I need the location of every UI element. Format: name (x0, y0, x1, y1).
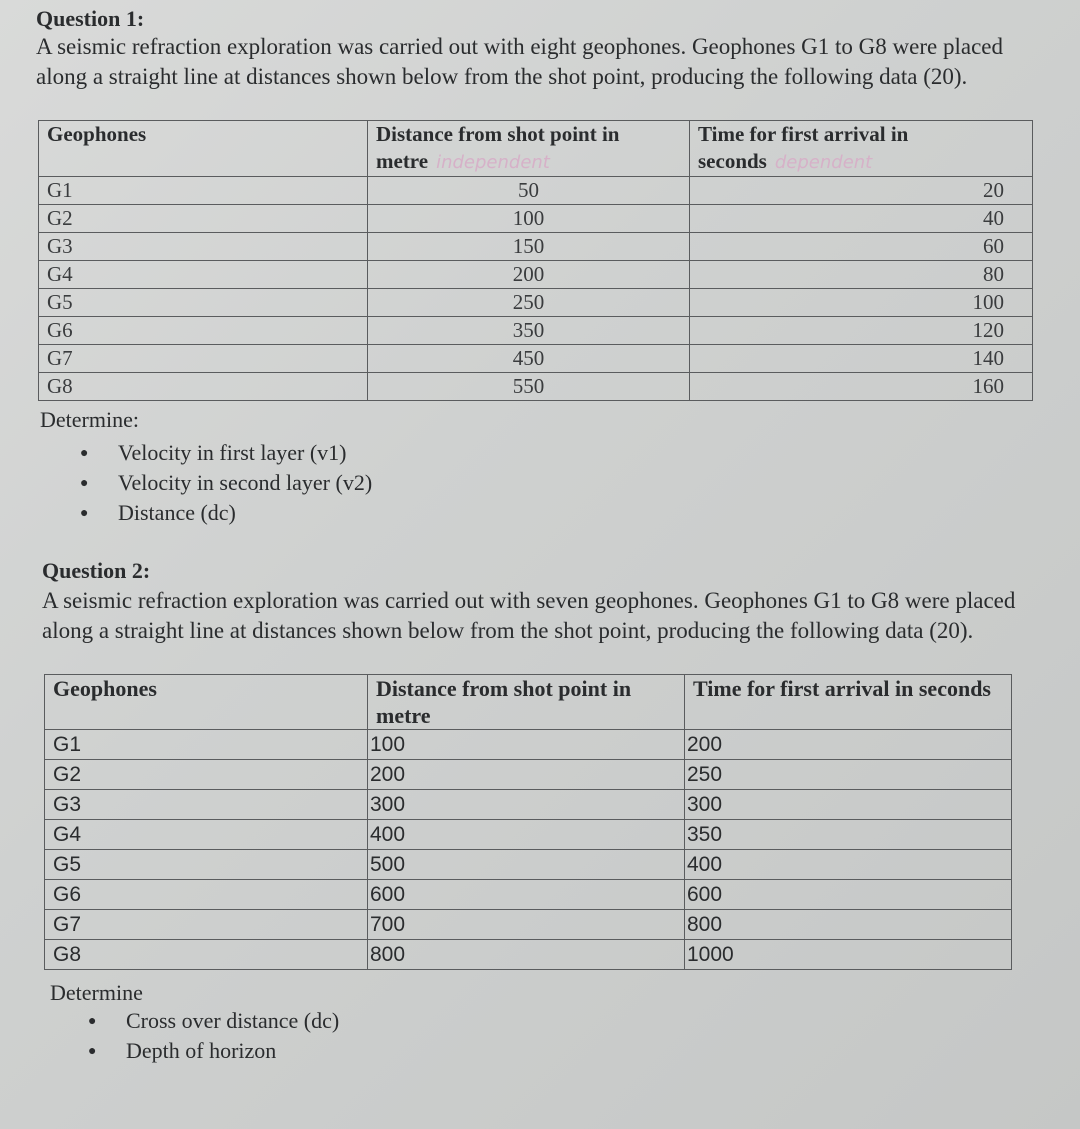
geophone-cell: G6 (39, 317, 368, 345)
distance-cell: 150 (368, 233, 690, 261)
time-cell: 160 (690, 373, 1033, 401)
question-1-determine-label: Determine: (40, 407, 139, 432)
time-cell: 1000 (685, 940, 1012, 970)
geophone-cell: G7 (39, 345, 368, 373)
geophone-cell: G2 (39, 205, 368, 233)
distance-cell: 250 (368, 289, 690, 317)
distance-cell: 350 (368, 317, 690, 345)
header-distance-label: Distance from shot point in metre (376, 122, 620, 173)
geophone-cell: G5 (39, 289, 368, 317)
geophone-cell: G8 (45, 940, 368, 970)
geophone-cell: G4 (39, 261, 368, 289)
list-item: ● Cross over distance (dc) (48, 1006, 339, 1036)
time-cell: 60 (690, 233, 1033, 261)
header-time (690, 121, 1033, 177)
geophone-cell: G8 (39, 373, 368, 401)
table-row (45, 940, 1012, 970)
annotation-independent: independent (436, 152, 550, 173)
distance-cell: 550 (368, 373, 690, 401)
table-row (39, 373, 1033, 401)
time-cell: 800 (685, 910, 1012, 940)
geophone-cell: G5 (45, 850, 368, 880)
question-2-bullet-list (48, 1006, 339, 1066)
distance-cell: 800 (368, 940, 685, 970)
question-1-table (38, 120, 1033, 401)
header-geophones: Geophones (39, 121, 368, 177)
geophone-cell: G4 (45, 820, 368, 850)
geophone-cell: G3 (39, 233, 368, 261)
question-2-determine-label: Determine (50, 980, 143, 1005)
header-distance: Distance from shot point in metre (368, 675, 685, 730)
table-row (45, 730, 1012, 760)
table-row (39, 233, 1033, 261)
table-row (39, 177, 1033, 205)
time-cell: 100 (690, 289, 1033, 317)
table-row (39, 317, 1033, 345)
list-item: ● Velocity in second layer (v2) (40, 468, 372, 498)
geophone-cell: G6 (45, 880, 368, 910)
time-cell: 140 (690, 345, 1033, 373)
time-cell: 80 (690, 261, 1033, 289)
distance-cell: 100 (368, 730, 685, 760)
time-cell: 300 (685, 790, 1012, 820)
table-row (45, 760, 1012, 790)
geophone-cell: G1 (39, 177, 368, 205)
distance-cell: 100 (368, 205, 690, 233)
distance-cell: 450 (368, 345, 690, 373)
table-row (39, 289, 1033, 317)
table-row (45, 850, 1012, 880)
list-item: ● Velocity in first layer (v1) (40, 438, 372, 468)
distance-cell: 700 (368, 910, 685, 940)
question-2-title: Question 2: (42, 558, 151, 583)
question-2-table (44, 674, 1012, 970)
time-cell: 600 (685, 880, 1012, 910)
distance-cell: 400 (368, 820, 685, 850)
time-cell: 20 (690, 177, 1033, 205)
distance-cell: 200 (368, 261, 690, 289)
time-cell: 200 (685, 730, 1012, 760)
table-row (45, 910, 1012, 940)
geophone-cell: G3 (45, 790, 368, 820)
annotation-dependent: dependent (774, 152, 873, 173)
time-cell: 40 (690, 205, 1033, 233)
header-time-label: Time for first arrival in seconds (698, 122, 909, 173)
distance-cell: 200 (368, 760, 685, 790)
distance-cell: 50 (368, 177, 690, 205)
distance-cell: 600 (368, 880, 685, 910)
distance-cell: 500 (368, 850, 685, 880)
list-item: ● Depth of horizon (48, 1036, 339, 1066)
distance-cell: 300 (368, 790, 685, 820)
table-row (45, 790, 1012, 820)
time-cell: 350 (685, 820, 1012, 850)
table-row (45, 820, 1012, 850)
header-geophones: Geophones (45, 675, 368, 730)
question-1-title: Question 1: (36, 6, 145, 31)
question-2-text: A seismic refraction exploration was carried out with seven geophones. Geophones G1 to G8 were placed along a straight line at distances shown below from the shot point, producing the following data (20). (42, 588, 1016, 643)
time-cell: 120 (690, 317, 1033, 345)
header-time: Time for first arrival in seconds (685, 675, 1012, 730)
table-header-row (39, 121, 1033, 177)
question-1-text: A seismic refraction exploration was carried out with eight geophones. Geophones G1 to G8 were placed along a straight line at distances shown below from the shot point, producing the following data (20). (36, 34, 1003, 89)
header-distance (368, 121, 690, 177)
geophone-cell: G2 (45, 760, 368, 790)
time-cell: 400 (685, 850, 1012, 880)
geophone-cell: G7 (45, 910, 368, 940)
table-header-row (45, 675, 1012, 730)
table-row (45, 880, 1012, 910)
geophone-cell: G1 (45, 730, 368, 760)
table-row (39, 261, 1033, 289)
list-item: ● Distance (dc) (40, 498, 372, 528)
table-row (39, 345, 1033, 373)
table-row (39, 205, 1033, 233)
time-cell: 250 (685, 760, 1012, 790)
question-1-bullet-list (40, 438, 372, 528)
